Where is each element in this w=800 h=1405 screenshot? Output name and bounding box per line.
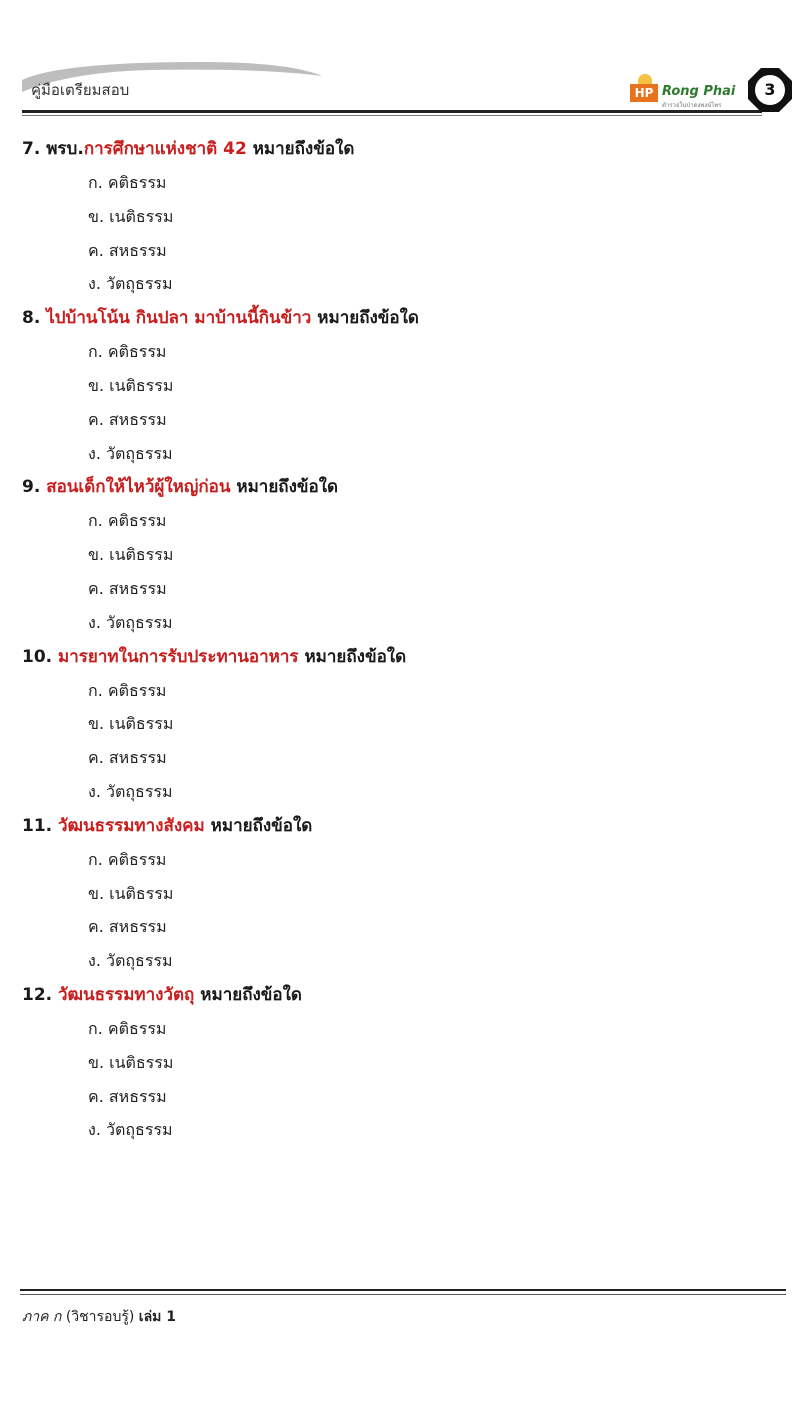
answer-option: ค. สหธรรม	[88, 240, 167, 260]
answer-option: ก. คติธรรม	[88, 342, 167, 362]
question-suffix: หมายถึงข้อใด	[230, 477, 339, 498]
question-suffix: หมายถึงข้อใด	[246, 139, 355, 159]
question-number: 10.	[22, 646, 53, 667]
question-number: 9.	[22, 477, 41, 498]
answer-option: ข. เนติธรรม	[88, 714, 174, 734]
answer-option: ข. เนติธรรม	[88, 883, 174, 903]
answer-option: ข. เนติธรรม	[88, 545, 174, 565]
page-header	[0, 0, 800, 130]
question-number: 7.	[22, 139, 41, 159]
question-number: 11.	[22, 815, 53, 836]
footer-divider-thin	[20, 1294, 786, 1295]
question-9	[0, 470, 800, 504]
question-number: 8.	[22, 308, 41, 329]
answer-option: ข. เนติธรรม	[88, 206, 174, 226]
question-7	[0, 132, 800, 166]
answer-option: ข. เนติธรรม	[88, 375, 174, 395]
question-prefix: พรบ.	[46, 139, 84, 159]
question-10	[0, 640, 800, 674]
answer-option: ก. คติธรรม	[88, 849, 167, 869]
answer-option: ค. สหธรรม	[88, 748, 167, 768]
header-swoosh	[0, 0, 800, 130]
answer-option: ก. คติธรรม	[88, 680, 167, 700]
page-number: 3	[764, 80, 776, 99]
question-highlight: วัฒนธรรมทางวัตถุ	[58, 984, 195, 1005]
question-suffix: หมายถึงข้อใด	[194, 984, 302, 1005]
question-highlight: วัฒนธรรมทางสังคม	[58, 815, 205, 836]
question-suffix: หมายถึงข้อใด	[298, 646, 407, 667]
answer-option: ง. วัตถุธรรม	[88, 612, 173, 632]
footer-volume: เล่ม 1	[138, 1309, 176, 1325]
answer-option: ง. วัตถุธรรม	[88, 781, 173, 801]
footer	[22, 1306, 176, 1328]
footer-part: ภาค ก	[22, 1309, 62, 1325]
question-number: 12.	[22, 984, 53, 1005]
answer-option: ก. คติธรรม	[88, 511, 167, 531]
logo-tagline: ตำรวจในป่าดงพงษ์ไพร	[662, 102, 722, 109]
answer-option: ก. คติธรรม	[88, 1018, 167, 1038]
question-8	[0, 301, 800, 335]
question-11	[0, 809, 800, 843]
footer-divider	[20, 1289, 786, 1291]
answer-option: ง. วัตถุธรรม	[88, 443, 173, 463]
answer-option: ค. สหธรรม	[88, 1086, 167, 1106]
sun-icon	[638, 74, 652, 84]
question-12	[0, 978, 800, 1012]
answer-option: ข. เนติธรรม	[88, 1052, 174, 1072]
header-title: คู่มือเตรียมสอบ	[31, 81, 130, 99]
answer-option: ง. วัตถุธรรม	[88, 274, 173, 294]
answer-option: ง. วัตถุธรรม	[88, 951, 173, 971]
logo-mark: HP	[630, 84, 658, 102]
answer-option: ค. สหธรรม	[88, 409, 167, 429]
answer-option: ค. สหธรรม	[88, 917, 167, 937]
question-suffix: หมายถึงข้อใด	[311, 308, 419, 329]
footer-subject: (วิชารอบรู้)	[61, 1309, 139, 1325]
question-highlight: การศึกษาแห่งชาติ 42	[83, 139, 247, 159]
question-suffix: หมายถึงข้อใด	[204, 815, 313, 836]
question-list	[0, 132, 800, 1147]
question-highlight: ไปบ้านโน้น กินปลา มาบ้านนี้กินข้าว	[46, 308, 312, 329]
question-highlight: สอนเด็กให้ไหว้ผู้ใหญ่ก่อน	[46, 477, 231, 498]
answer-option: ก. คติธรรม	[88, 173, 167, 192]
answer-option: ค. สหธรรม	[88, 578, 167, 598]
question-highlight: มารยาทในการรับประทานอาหาร	[58, 646, 299, 667]
answer-option: ง. วัตถุธรรม	[88, 1120, 173, 1140]
publisher-logo	[630, 76, 745, 108]
logo-name: Rong Phai	[662, 84, 736, 99]
